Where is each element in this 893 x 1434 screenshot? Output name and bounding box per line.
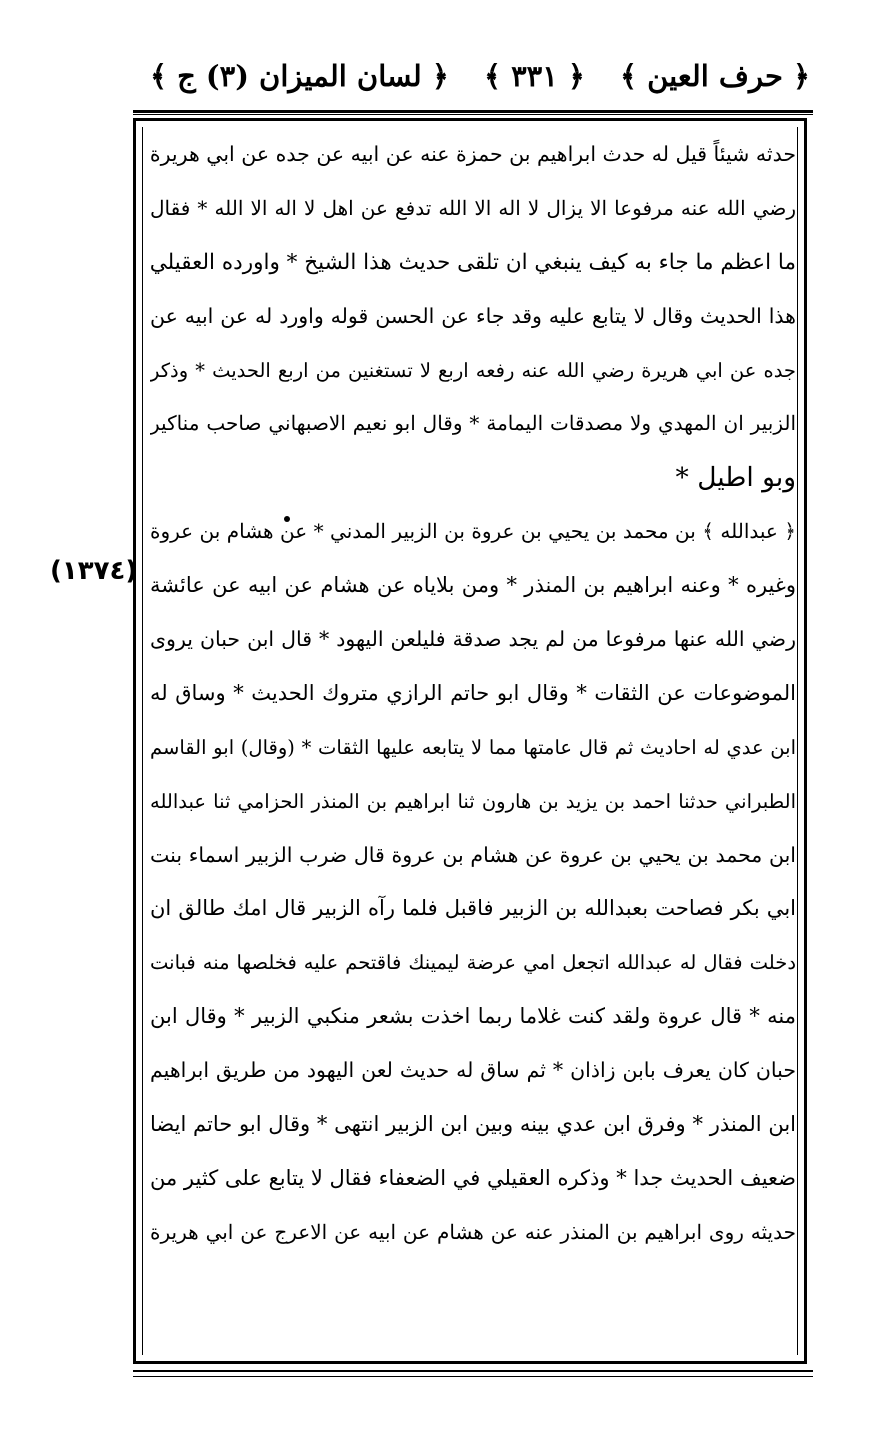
text-line: الطبراني حدثنا احمد بن يزيد بن هارون ثنا ابراهيم بن المنذر الحزامي ثنا عبدالله — [150, 789, 796, 813]
header-rule-thin — [133, 114, 813, 115]
text-line: دخلت فقال له عبدالله اتجعل امي عرضة ليمينك فاقتحم عليه فخلصها منه فبانت — [150, 951, 796, 975]
text-line: حبان كان يعرف بابن زاذان * ثم ساق له حديث لعن اليهود من طريق ابراهيم — [150, 1058, 796, 1083]
header-section: ﴿ حرف العين ﴾ — [620, 59, 810, 93]
text-line: ضعيف الحديث جدا * وذكره العقيلي في الضعفاء فقال لا يتابع على كثير من — [150, 1165, 796, 1190]
header-book-title: ﴿ لسان الميزان (٣) ج ﴾ — [150, 59, 449, 93]
text-line: منه * قال عروة ولقد كنت غلاما ربما اخذت بشعر منكبي الزبير * وقال ابن — [150, 1004, 796, 1029]
text-line: ابن عدي له احاديث ثم قال عامتها مما لا يتابعه عليها الثقات * (وقال) ابو القاسم — [150, 735, 796, 759]
text-line: حدثه شيئاً قيل له حدث ابراهيم بن حمزة عنه عن ابيه عن جده عن ابي هريرة — [150, 142, 796, 166]
text-line: رضي الله عنه مرفوعا الا يزال لا اله الا الله تدفع عن اهل لا اله الا الله * فقال — [150, 195, 796, 220]
text-line: ابي بكر فصاحت بعبدالله بن الزبير فاقبل فلما رآه الزبير قال امك طالق ان — [150, 896, 796, 921]
header-rule — [133, 110, 813, 113]
text-line: الموضوعات عن الثقات * وقال ابو حاتم الرازي متروك الحديث * وساق له — [150, 680, 796, 705]
text-line: ما اعظم ما جاء به كيف ينبغي ان تلقى حديث هذا الشيخ * واورده العقيلي — [150, 249, 796, 275]
entry-heading-line: ﴿ عبدالله ﴾ بن محمد بن يحيي بن عروة بن الزبير المدني * عن هشام بن عروة — [150, 519, 796, 544]
text-line: جده عن ابي هريرة رضي الله عنه رفعه اربع لا تستغنين من اربع الحديث * وذكر — [150, 358, 796, 382]
header-page-number: ﴿ ٣٣١ ﴾ — [483, 59, 585, 93]
footer-rule — [133, 1370, 813, 1372]
text-line: وغيره * وعنه ابراهيم بن المنذر * ومن بلاياه عن هشام عن ابيه عن عائشة — [150, 573, 796, 598]
page-header — [150, 46, 810, 106]
text-line: هذا الحديث وقال لا يتابع عليه وقد جاء عن الحسن قوله واورد له عن ابيه عن — [150, 303, 796, 328]
text-line: حديثه روى ابراهيم بن المنذر عنه عن هشام عن ابيه عن الاعرج عن ابي هريرة — [150, 1219, 796, 1244]
text-line: ابن المنذر * وفرق ابن عدي بينه وبين ابن الزبير انتهى * وقال ابو حاتم ايضا — [150, 1112, 796, 1137]
text-line: ابن محمد بن يحيي بن عروة عن هشام بن عروة قال ضرب الزبير اسماء بنت — [150, 842, 796, 867]
entry-number: (١٣٧٤) — [50, 556, 138, 586]
footer-rule-thin — [133, 1376, 813, 1377]
text-line: رضي الله عنها مرفوعا من لم يجد صدقة فليلعن اليهود * قال ابن حبان يروى — [150, 627, 796, 652]
text-line: وبو اطيل * — [675, 462, 796, 494]
body-text — [150, 128, 796, 1260]
text-line: الزبير ان المهدي ولا مصدقات اليمامة * وقال ابو نعيم الاصبهاني صاحب مناكير — [150, 411, 796, 436]
